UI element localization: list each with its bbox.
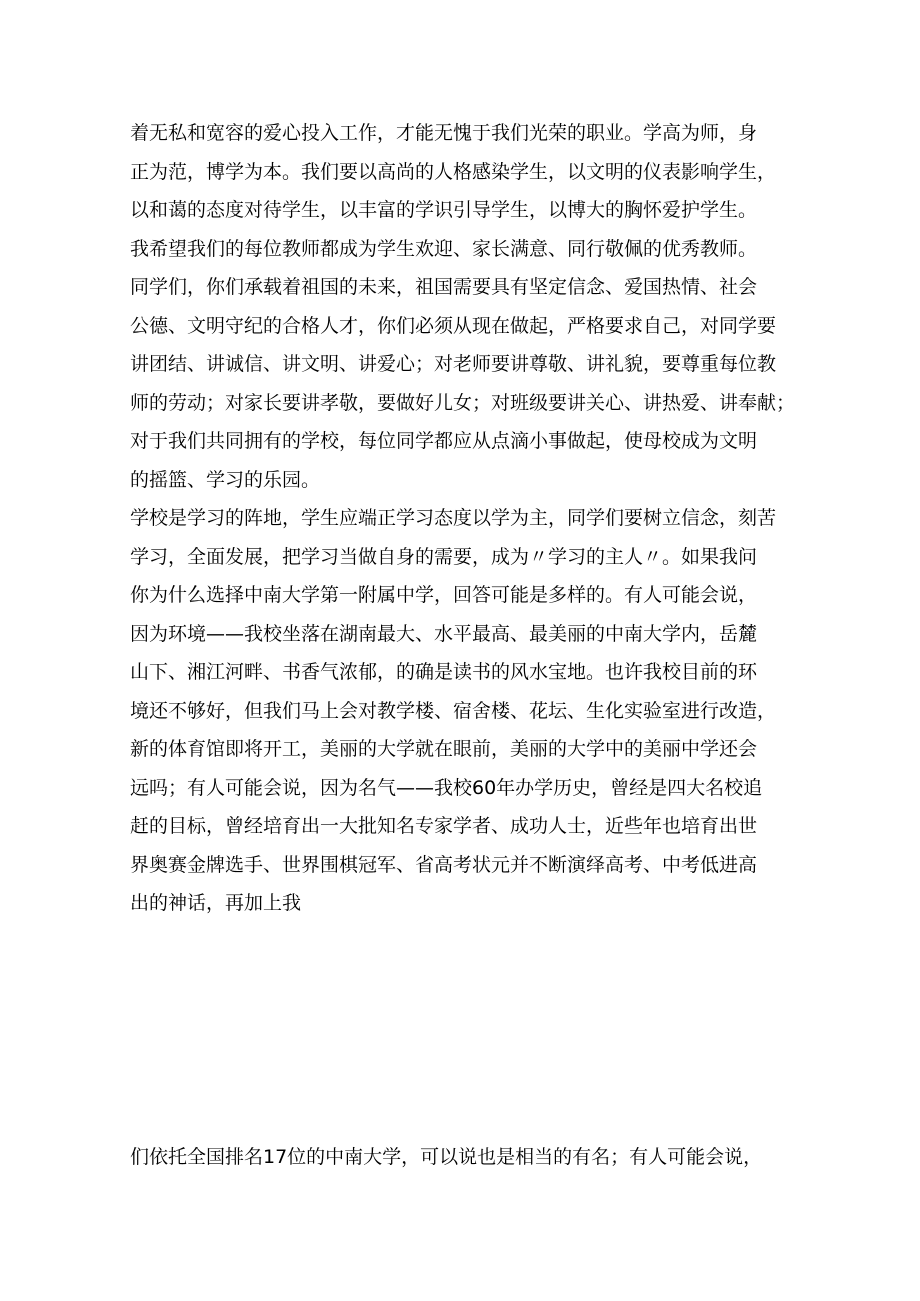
- text-line: 师的劳动；对家长要讲孝敬，要做好儿女；对班级要讲关心、讲热爱、讲奉献；: [130, 391, 796, 414]
- text-line: 我希望我们的每位教师都成为学生欢迎、家长满意、同行敬佩的优秀教师。: [130, 237, 758, 260]
- text-line: 山下、湘江河畔、书香气浓郁，的确是读书的风水宝地。也许我校目前的环: [130, 661, 758, 683]
- text-line: 的摇篮、学习的乐园。: [130, 468, 321, 491]
- main-text-block: [130, 114, 800, 923]
- text-line: 们依托全国排名17位的中南大学，可以说也是相当的有名；有人可能会说，: [130, 1146, 763, 1168]
- text-line: 远吗；有人可能会说，因为名气——我校60年办学历史，曾经是四大名校追: [130, 776, 763, 799]
- text-line: 新的体育馆即将开工，美丽的大学就在眼前，美丽的大学中的美丽中学还会: [130, 738, 758, 760]
- text-line: 讲团结、讲诚信、讲文明、讲爱心；对老师要讲尊敬、讲礼貌，要尊重每位教: [130, 353, 777, 375]
- text-line: 因为环境——我校坐落在湖南最大、水平最高、最美丽的中南大学内，岳麓: [130, 622, 758, 645]
- text-line: 学校是学习的阵地，学生应端正学习态度以学为主，同学们要树立信念，刻苦: [130, 507, 777, 529]
- text-line: 学习，全面发展，把学习当做自身的需要，成为〃学习的主人〃。如果我问: [130, 545, 758, 568]
- text-line: 着无私和宽容的爱心投入工作，才能无愧于我们光荣的职业。学高为师，身: [130, 122, 758, 144]
- text-line: 正为范，博学为本。我们要以高尚的人格感染学生，以文明的仪表影响学生，: [130, 160, 777, 183]
- text-line: 公德、文明守纪的合格人才，你们必须从现在做起，严格要求自己，对同学要: [130, 314, 777, 337]
- text-line: 以和蔼的态度对待学生，以丰富的学识引导学生，以博大的胸怀爱护学生。: [130, 199, 758, 221]
- text-line: 对于我们共同拥有的学校，每位同学都应从点滴小事做起，使母校成为文明: [130, 430, 758, 452]
- trailing-text-block: [130, 1138, 800, 1177]
- text-line: 界奥赛金牌选手、世界围棋冠军、省高考状元并不断演绎高考、中考低进高: [130, 853, 758, 876]
- text-line: 你为什么选择中南大学第一附属中学，回答可能是多样的。有人可能会说，: [130, 584, 758, 606]
- text-line: 出的神话，再加上我: [130, 892, 302, 914]
- text-line: 赶的目标，曾经培育出一大批知名专家学者、成功人士，近些年也培育出世: [130, 815, 758, 837]
- text-line: 境还不够好，但我们马上会对教学楼、宿舍楼、花坛、生化实验室进行改造，: [130, 699, 777, 722]
- text-line: 同学们，你们承载着祖国的未来，祖国需要具有坚定信念、爱国热情、社会: [130, 276, 758, 298]
